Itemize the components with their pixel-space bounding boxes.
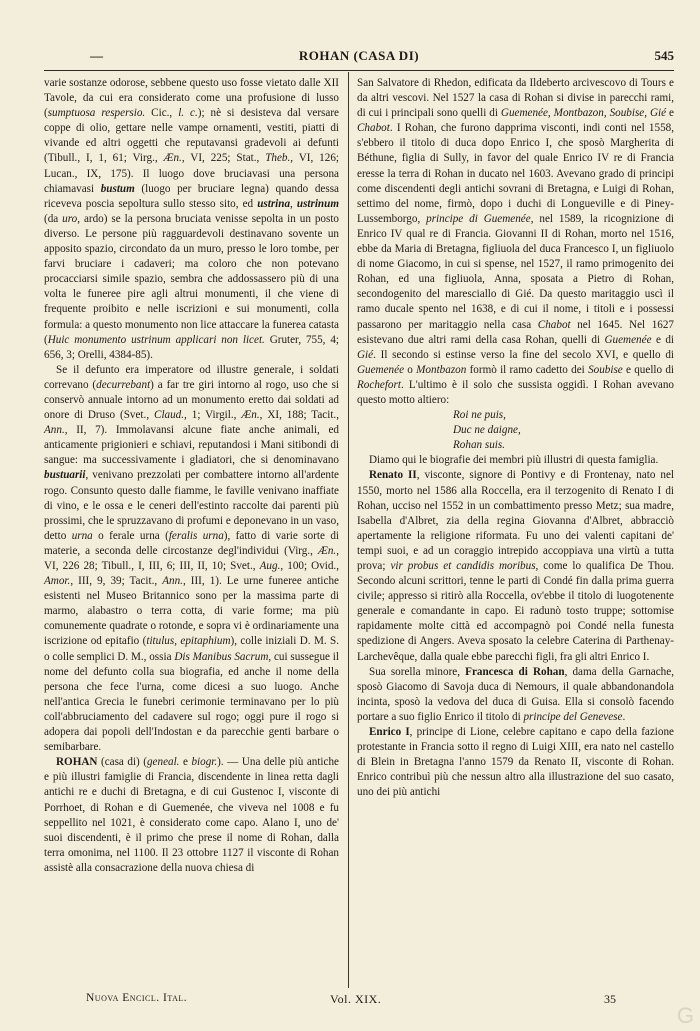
running-header [44,46,674,68]
right-column [357,76,674,801]
header-dash: — [90,48,103,63]
page-number: 545 [654,48,674,63]
paragraph: Renato II, visconte, signore di Pontivy e di Frontenay, nato nel 1550, morto nel 1586 alla Roccella, era il terzogenito di Renato I di Rohan, ucciso nel 1552 in un combattimento presso Metz; sua madre, Isabella d'Albret, zia della regina Giovanna d'Albret, abbracciò apertamente la religione riformata. Fu uno dei valenti capitani de' tempi suoi, e ad un coraggio intrepido accoppiava una virtù a tutta prova; vir probus et candidis moribus, come lo qualifica De Thou. Secondo alcuni scrittori, tenne le parti di Condé fin dalla prima guerra civile; appresso si ritirò alla Roccella, ov'ebbe il titolo di luogotenente generale e comandante in capo. Ei radunò tosto truppe; sottomise rapidamente molte città ed accompagnò poi Condé nella funesta spedizione di Angers. Aveva sposato la celebre Caterina di Parthenay-Larchevêque, dalla quale ebbe parecchi figli, fra gli altri Enrico I. [357,469,675,663]
motto-line: Roi ne puis, [453,409,506,422]
motto-line: Duc ne daigne, [453,424,521,437]
header-title: ROHAN (CASA DI) [298,48,420,63]
page-footer [44,992,674,1012]
paragraph: Sua sorella minore, Francesca di Rohan, dama della Garnache, sposò Giacomo di Savoja duca di Nemours, il quale abbandonandola incinta, sposò la vedova del duca di Guisa. Ella si consolò facendo portare a suo figlio Enrico il titolo di principe del Genevese. [357,665,674,723]
watermark: G [676,1003,694,1028]
paragraph: ROHAN (casa di) (geneal. e biogr.). — Una delle più antiche e più illustri famiglie di Francia, discendente in linea retta dagli antichi re e duchi di Bretagna, e di cui Gustenoc I, visconte di Porrhoet, di Rohan e di Guemenée, che viveva nel 1008 e fu seppellito nel 1021, è considerato come capo. Alano I, uno de' suoi discendenti, è il primo che prese il nome di Rohan, dalla terra omonima, nel 1100. Il 23 ottobre 1127 il visconte di Rohan assistè alla consacrazione della nuova chiesa di [44,756,339,874]
paragraph: Se il defunto era imperatore od illustre generale, i soldati correvano (decurrebant) a far tre giri intorno al rogo, uso che si conservò annuale intorno ad un monumento eretto dai soldati ad onore di Druso (Svet., Claud., 1; Virgil., Æn., XI, 188; Tacit., Ann., II, 7). Immolavansi alcune fiate anche animali, ed anticamente prigionieri e schiavi, reputandosi i Mani sitibondi di sangue: ma successivamente i gladiatori, che si denominavano bustuarii, venivano prezzolati per combattere intorno all'ardente rogo. Consunto questo dalle fiamme, le faville venivano inaffiate di vino, e le ossa e le ceneri dell'estinto raccolte dai parenti più prossimi, che le spruzzavano di profumi e deponevano in un vaso, detto urna o ferale urna (feralis urna), fatto di varie sorte di materie, a seconda delle circostanze degl'individui (Virg., Æn., VI, 226 28; Tibull., I, III, 6; III, II, 10; Svet., Aug., 100; Ovid., Amor., III, 9, 39; Tacit., Ann., III, 1). Le urne funeree antiche esistenti nel Museo Britannico sono per la massima parte di marmo, alabastro o terra cotta, di varie forme; ma più comunemente quadrate o rotonde, e sopra vi è ordinariamente una iscrizione od epitafio (titulus, epitaphium), colle iniziali D. M. S. o colle semplici D. M., ossia Dis Manibus Sacrum, cui sussegue il nome del defunto colla sua biografia, ed anche il nome della persona che fece l'urna, come dicesi a suo luogo. Anche nell'antica Grecia le funebri cerimonie terminavano per lo più coll'abbruciamento del cadavere sul rogo; oggi pure il rogo si adopera dai popoli dell'Indostan e da parecchie genti barbare o semibarbare. [44,363,340,754]
left-column [44,76,339,876]
header-rule [44,70,674,71]
paragraph: Enrico I, principe di Lione, celebre capitano e capo della fazione protestante in Francia sotto il regno di Luigi XIII, era nato nel castello di Blein in Bretagna l'anno 1579 da Renato II, visconte di Rohan. Enrico contribuì più che nessun altro alla illustrazione del suo casato, uno dei più antichi [357,726,674,799]
motto-line: Rohan suis. [453,439,505,452]
paragraph: San Salvatore di Rhedon, edificata da Ildeberto arcivescovo di Tours e da altri vescovi. Nel 1527 la casa di Rohan si divise in parecchi rami, di cui i principali sono quelli di Guemenée, Montbazon, Soubise, Gié e Chabot. I Rohan, che furono dapprima visconti, indi conti nel 1558, s'ebbero il titolo di duca dopo Enrico I, che sposò Margherita di Béthune, figlia di Sully, in favor del quale Enrico IV re di Francia eresse la terra di Rohan in ducato nel 1603. Avevano grado di principi come discendenti degli antichi sovrani di Bretagna, e Luigi di Rohan, settimo del nome, firmò, dopo i duchi di Longueville e di Piney-Lussemborgo, principe di Guemenée, nel 1589, la ricognizione di Enrico IV qual re di Francia. Giovanni II di Rohan, morto nel 1516, ebbe da Maria di Bretagna, figliuola del duca Francesco I, un figliuolo di nome Giacomo, in cui si spense, nel 1527, il ramo primogenito dei Rohan, ed una figliuola, Anna, sposata a Pietro di Rohan, secondogenito del maresciallo di Gié. Da questo maritaggio uscì il ramo ducale spento nel 1638, e di cui il nome, i titoli e i possessi passarono per maritaggio nella casa Chabot nel 1645. Nel 1627 esistevano due altri rami della casa Rohan, quelli di Guemenée e di Gié. Il secondo si estinse verso la fine del secolo XVI, e quello di Guemenée o Montbazon formò il ramo cadetto dei Soubise e quello di Rochefort. L'ultimo è il solo che sussista oggidì. I Rohan avevano questo motto altiero: [357,77,675,406]
motto [357,408,674,453]
footer-signature: 35 [604,992,616,1006]
footer-volume: Vol. XIX. [330,992,382,1006]
paragraph: varie sostanze odorose, sebbene questo uso fosse vietato dalle XII Tavole, da cui era considerato come una profusione di lusso (sumptuosa respersio. Cic., l. c.); nè si desisteva dal versare coppe di olio, gettare nelle vampe ornamenti, vestiti, piatti di vivande ed altri oggetti che reputavansi gradevoli ai defunti (Tibull., I, 1, 61; Virg., Æn., VI, 225; Stat., Theb., VI, 126; Lucan., IX, 175). Il luogo dove bruciavasi una persona chiamavasi bustum (luogo per bruciare legna) quando dessa riceveva poscia sepoltura sullo stesso sito, ed ustrina, ustrinum (da uro, ardo) se la persona bruciata venisse sepolta in un posto diverso. Le persone più ragguardevoli destinavano sovente un apposito spazio, circondato da un muro, presso le loro tombe, per farvi bruciare i cadaveri; ma coloro che non potevano procacciarsi simile spazio, sembra che addossassero più di una volta le funeree pire agli altrui monumenti, il che viene di frequente proibito e nelle iscrizioni e sui monumenti, colla formula: a questo monumento non lice attaccare la funerea catasta (Huic monumento ustrinum applicari non licet. Gruter, 755, 4; 656, 3; Orelli, 4384-85). [44,77,339,361]
paragraph: Diamo qui le biografie dei membri più illustri di questa famiglia. [369,454,659,467]
footer-encyclopedia: Nuova Encicl. Ital. [86,992,188,1004]
column-divider [348,72,349,988]
